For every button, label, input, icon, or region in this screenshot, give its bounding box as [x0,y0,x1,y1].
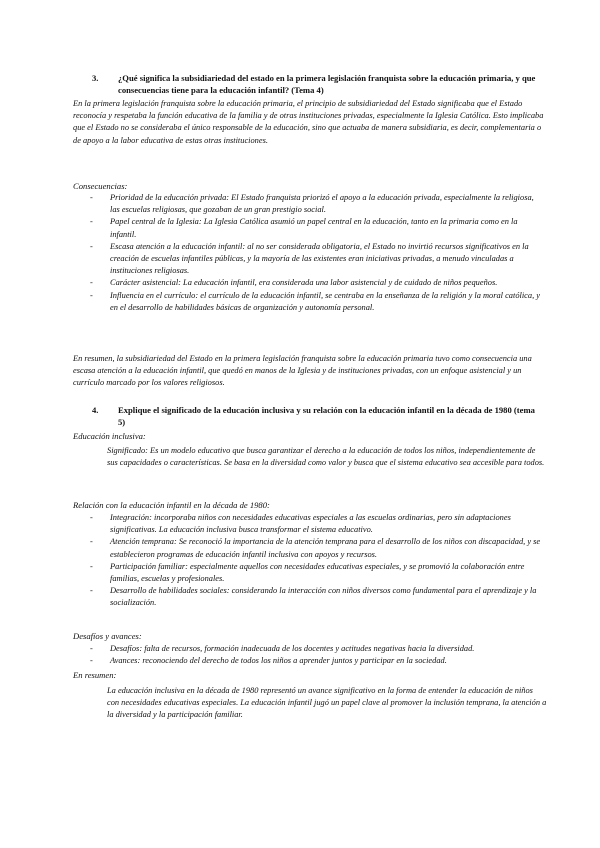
relacion-list [90,512,545,610]
resumen-2-label: En resumen: [73,670,117,680]
list-item: - Integración: incorporaba niños con necesidades educativas especiales a las escuelas ordinarias, pero sin adaptaciones significativas. La educación inclusiva busca transformar el sistema educativo. [90,513,511,535]
educacion-inclusiva-label: Educación inclusiva: [73,431,146,441]
list-item: - Participación familiar: especialmente aquellos con necesidades educativas especiales, y se promovió la colaboración entre familias, escuelas y profesionales. [90,561,525,584]
list-item: - Desarrollo de habilidades sociales: considerando la interacción con niños diversos como fundamental para el aprendizaje y la socialización. [90,586,537,608]
list-item: - Carácter asistencial: La educación infantil, era considerada una labor asistencial y de cuidado de niños pequeños. [90,278,498,288]
consecuencias-list [90,192,545,314]
question-4-title: Explique el significado de la educación inclusiva y su relación con la educación infantil en la década de 1980 (tema 5) [118,405,535,427]
list-item: - Papel central de la Iglesia: La Iglesia Católica asumió un papel central en la educación, tanto en la primaria como en la infantil. [90,217,518,239]
significado-paragraph: Significado: Es un modelo educativo que busca garantizar el derecho a la educación de todos los niños, independientemente de sus capacidades o características. Se basa en la diversidad como valor y busca que el sistema educativo sea accesible para todos. [107,446,545,468]
list-item: - Atención temprana: Se reconoció la importancia de la atención temprana para el desarrollo de los niños con discapacidad, y se establecieron programas de educación infantil inclusiva con apoyos y recursos. [90,537,541,559]
intro-paragraph: En la primera legislación franquista sobre la educación primaria, el principio de subsidiariedad del Estado significaba que el Estado reconocía y respetaba la función educativa de la familia y de otras instituciones privadas, especialmente la Iglesia Católica. Esto implicaba que el Estado no se consideraba el único responsable de la educación, sino que actuaba de manera subsidiaria, es decir, complementaria o de apoyo a la labor educativa de estas otras instituciones. [73,99,544,145]
relacion-label: Relación con la educación infantil en la década de 1980: [73,500,270,510]
question-3-title: ¿Qué significa la subsidiariedad del estado en la primera legislación franquista sobre la educación primaria, y que consecuencias tiene para la educación infantil? (Tema 4) [118,73,536,95]
resumen-2-paragraph: La educación inclusiva en la década de 1980 representó un avance significativo en la forma de entender la educación de niños con necesidades educativas especiales. La educación infantil jugó un papel clave al promover la inclusión temprana, la atención a la diversidad y la participación familiar. [107,686,547,720]
resumen-1-paragraph: En resumen, la subsidiariedad del Estado en la primera legislación franquista sobre la educación primaria tuvo como consecuencia una escasa atención a la educación infantil, que quedó en manos de la Iglesia y de instituciones privadas, con un enfoque asistencial y un currículo marcado por los valores religiosos. [73,354,532,388]
list-item: - Avances: reconociendo del derecho de todos los niños a aprender juntos y participar en la sociedad. [90,656,447,666]
list-item: - Escasa atención a la educación infantil: al no ser considerada obligatoria, el Estado no invirtió recursos significativos en la creación de escuelas infantiles públicas, y la mayoría de las existentes eran iniciativas privadas, a menudo vinculadas a instituciones religiosas. [90,241,529,276]
question-3-number: 3. [92,73,99,83]
desafios-label: Desafíos y avances: [73,631,142,641]
question-4-number: 4. [92,405,99,415]
list-item: - Prioridad de la educación privada: El Estado franquista priorizó el apoyo a la educación privada, especialmente la religiosa, las escuelas religiosas, que gozaban de un gran prestigio social. [90,193,534,215]
list-item: - Desafíos: falta de recursos, formación inadecuada de los docentes y actitudes negativas hacia la diversidad. [90,644,475,653]
consecuencias-label: Consecuencias: [73,181,128,191]
desafios-list [90,643,560,667]
list-item: - Influencia en el currículo: el currículo de la educación infantil, se centraba en la enseñanza de la religión y la moral católica, y en el desarrollo de habilidades básicas de organización y autonomía personal. [90,290,540,312]
